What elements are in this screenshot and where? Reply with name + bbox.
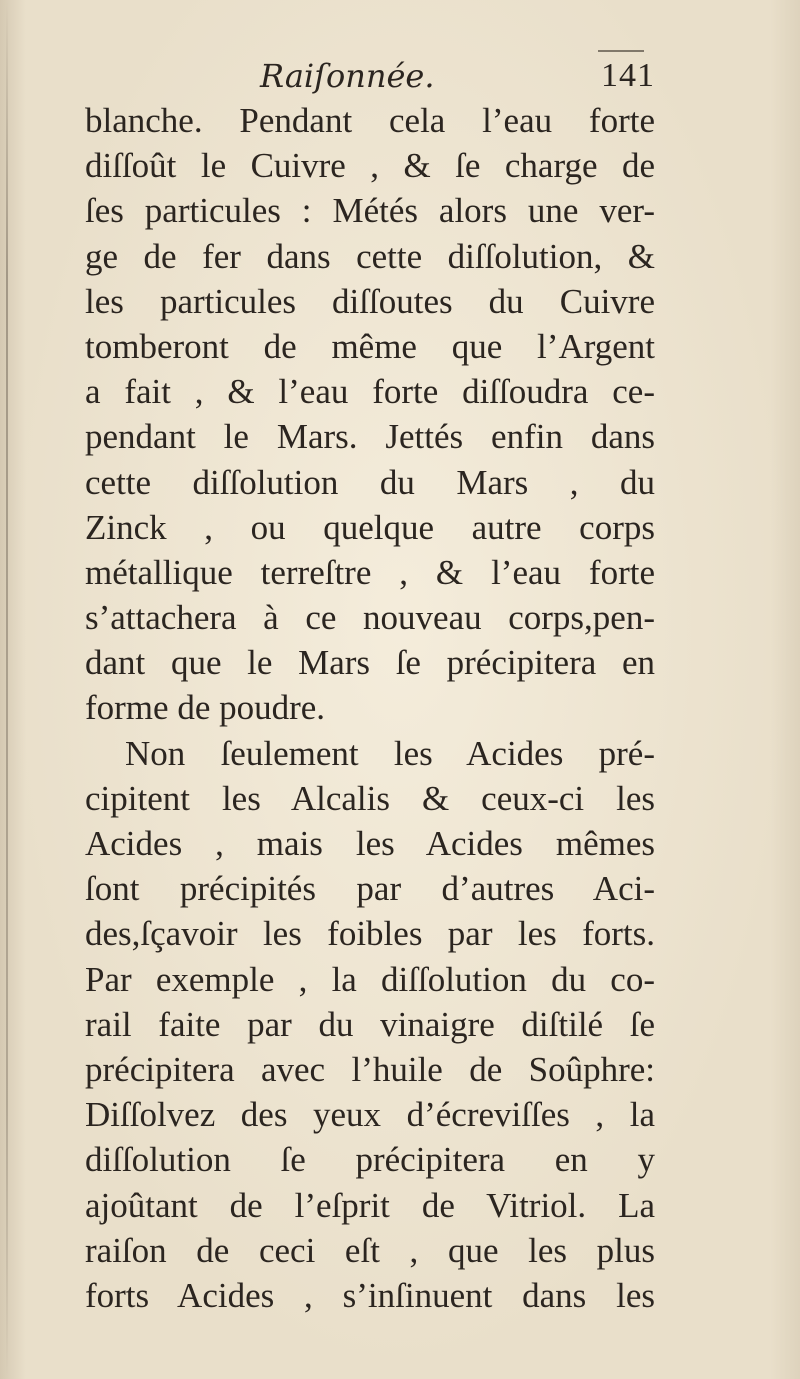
page-number: 141: [601, 57, 655, 94]
text-line: diſſoût le Cuivre , & ſe charge de: [85, 146, 655, 186]
text-line: tomberont de même que l’Argent: [85, 326, 655, 366]
text-line: forts Acides , s’inſinuent dans les: [85, 1275, 655, 1315]
text-line: précipitera avec l’huile de Soûphre:: [85, 1049, 655, 1089]
text-line: Zinck , ou quelque autre corps: [85, 507, 655, 547]
text-line: ſont précipités par d’autres Aci-: [85, 869, 655, 909]
text-line: les particules diſſoutes du Cuivre: [85, 281, 655, 321]
text-line: Diſſolvez des yeux d’écreviſſes , la: [85, 1095, 655, 1135]
text-line: Par exemple , la diſſolution du co-: [85, 959, 655, 999]
body-text: [85, 98, 655, 1318]
running-head: [85, 50, 655, 102]
text-line: ſes particules : Métés alors une ver-: [85, 191, 655, 231]
text-line: forme de poudre.: [85, 688, 326, 728]
text-line: ajoûtant de l’eſprit de Vitriol. La: [85, 1185, 655, 1225]
binding-gutter: [6, 0, 8, 1379]
text-line: Acides , mais les Acides mêmes: [85, 824, 655, 863]
text-line: métallique terreſtre , & l’eau forte: [85, 552, 655, 592]
text-line: des,ſçavoir les foibles par les forts.: [85, 914, 655, 954]
text-line: raiſon de ceci eſt , que les plus: [85, 1230, 655, 1270]
text-line: rail faite par du vinaigre diſtilé ſe: [85, 1004, 655, 1044]
text-line: cette diſſolution du Mars , du: [85, 462, 655, 502]
text-line: pendant le Mars. Jettés enfin dans: [85, 417, 655, 457]
text-line: a fait , & l’eau forte diſſoudra ce-: [85, 372, 655, 412]
text-line: cipitent les Alcalis & ceux-ci les: [85, 778, 655, 818]
text-line: blanche. Pendant cela l’eau forte: [85, 101, 655, 140]
text-line: dant que le Mars ſe précipitera en: [85, 643, 655, 683]
paragraph-start-line: Non ſeulement les Acides pré-: [125, 733, 655, 773]
text-line: ge de fer dans cette diſſolution, &: [85, 236, 655, 276]
running-title: Raiſonnée.: [260, 57, 435, 95]
text-line: diſſolution ſe précipitera en y: [85, 1140, 655, 1180]
text-line: s’attachera à ce nouveau corps,pen-: [85, 598, 655, 638]
